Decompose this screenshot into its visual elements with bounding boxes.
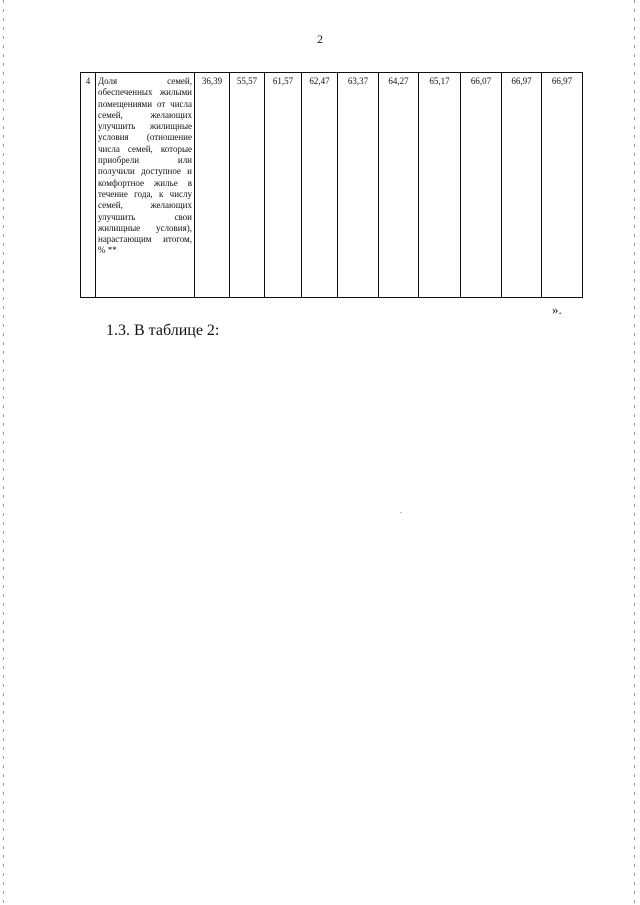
indicator-description-cell: Доля семей, обеспеченных жилыми помещениями от числа семей, желающих улучшить жилищные условия (отношение числа семей, которые приобрели или получили доступное и комфортное жилье в течение года, к числу семей, желающих улучшить свои жилищные условия), нарастающим итогом, % **: [96, 73, 195, 298]
value-cell: 62,47: [302, 73, 338, 298]
scan-edge-left: [3, 0, 4, 905]
closing-quote: ».: [552, 302, 562, 317]
value-cell: 66,97: [542, 73, 583, 298]
scan-edge-right: [634, 0, 635, 905]
value-cell: 65,17: [419, 73, 461, 298]
row-number-cell: 4: [81, 73, 96, 298]
value-cell: 55,57: [230, 73, 265, 298]
page-number: 2: [317, 32, 323, 46]
value-cell: 66,97: [502, 73, 542, 298]
value-cell: 63,37: [338, 73, 379, 298]
table-row: [81, 73, 583, 298]
indicator-table: [80, 72, 583, 298]
value-cell: 66,07: [461, 73, 502, 298]
value-cell: 36,39: [195, 73, 230, 298]
value-cell: 64,27: [379, 73, 419, 298]
value-cell: 61,57: [265, 73, 302, 298]
scan-speck: [400, 512, 402, 513]
section-heading: 1.3. В таблице 2:: [106, 322, 220, 339]
